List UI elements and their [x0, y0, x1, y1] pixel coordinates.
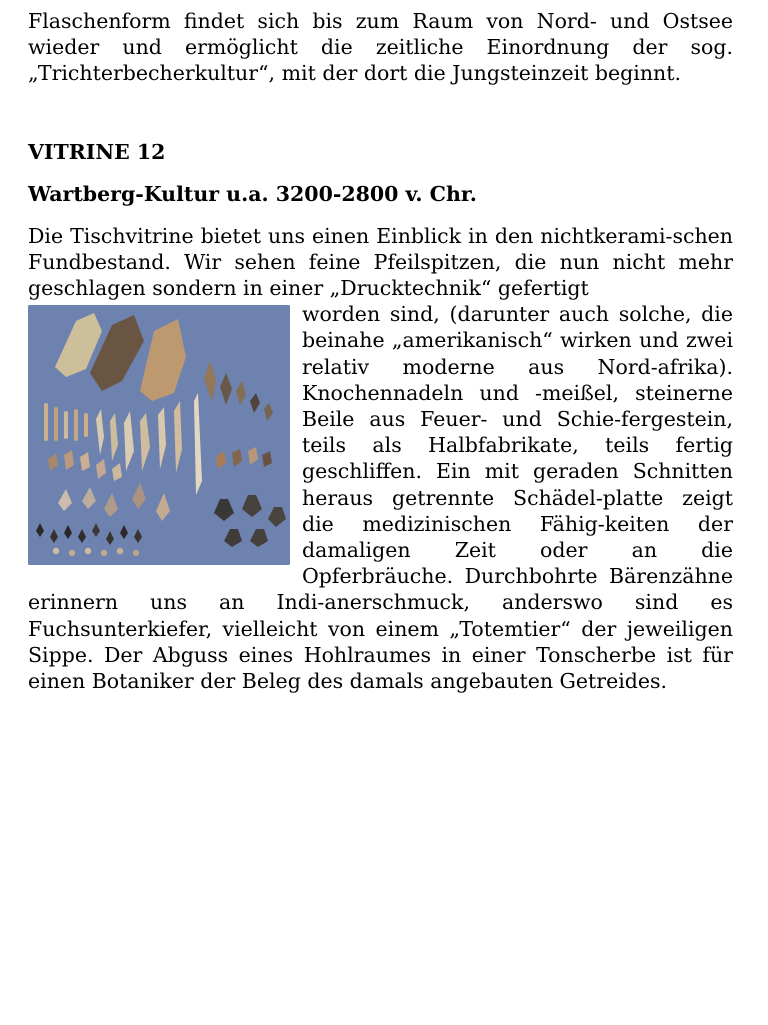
- artifact-photo: [28, 305, 290, 565]
- document-page: [28, 8, 733, 694]
- section-title: Wartberg-Kultur u.a. 3200-2800 v. Chr.: [28, 181, 477, 206]
- body-paragraph-rest: worden sind, (darunter auch solche, die beinahe „amerikanisch“ wirken und zwei relativ moderne aus Nord-afrika). Knochennadeln und -meißel, steinerne Beile aus Feuer- und Schie-fergestein, teils als Halbfabrikate, teils fertig geschliffen. Ein mit geraden Schnitten heraus getrennte Schädel-platte zeigt die medizinischen Fähig-keiten der damaligen Zeit oder an die Opferbräuche. Durchbohrte Bärenzähne erinnern uns an Indi-anerschmuck, anderswo sind es Fuchsunterkiefer, vielleicht von einem „Totemtier“ der jeweiligen Sippe. Der Abguss eines Hohlraumes in einer Tonscherbe ist für einen Botaniker der Beleg des damals angebauten Getreides.: [28, 302, 733, 694]
- intro-paragraph: Flaschenform findet sich bis zum Raum von Nord- und Ostsee wieder und ermöglicht die zeitliche Einordnung der sog. „Trichterbecherkultur“, mit der dort die Jungsteinzeit beginnt.: [28, 9, 733, 86]
- vitrine-heading: VITRINE 12: [28, 139, 166, 164]
- body-paragraph-top: Die Tischvitrine bietet uns einen Einblick in den nichtkerami-schen Fundbestand. Wir sehen feine Pfeilspitzen, die nun nicht mehr geschlagen sondern in einer „Drucktechnik“ gefertigt: [28, 223, 733, 301]
